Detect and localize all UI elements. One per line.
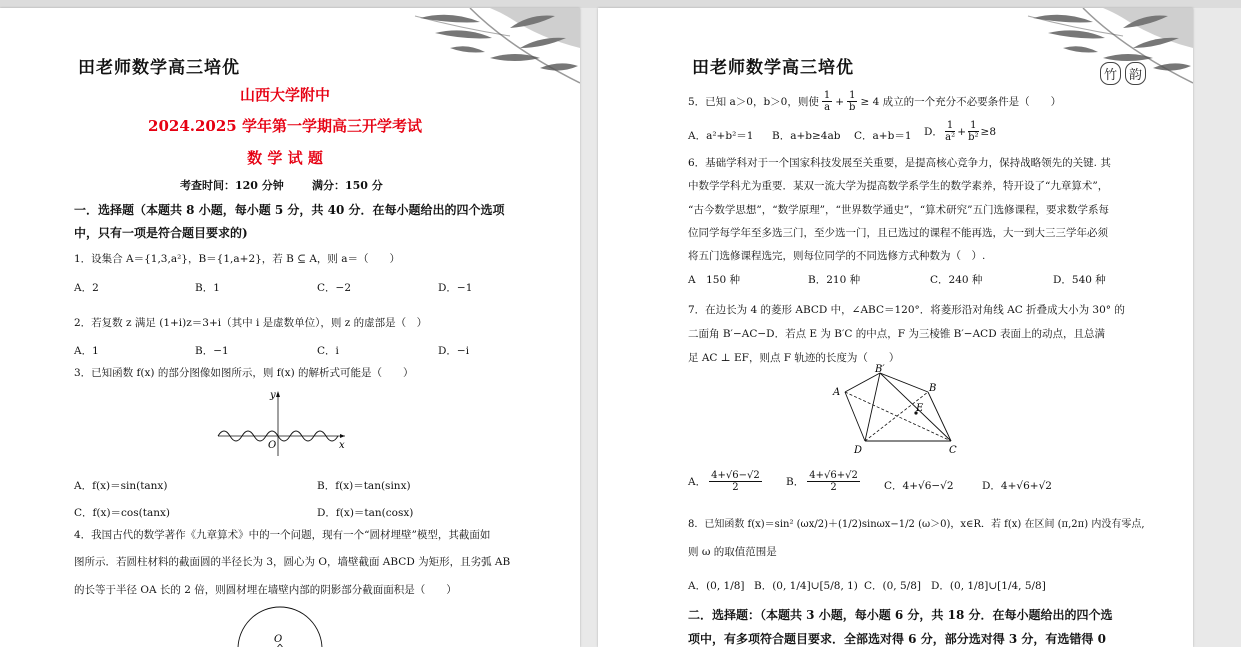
q3-option-d: D．f(x)＝tan(cosx) — [317, 507, 414, 519]
q1-option-a: A．2 — [74, 282, 99, 294]
q6-option-c: C．240 种 — [930, 274, 983, 286]
q7-label-b: B — [929, 383, 937, 394]
q8-option-a: A．(0, 1/8] — [688, 580, 745, 592]
section2-heading-line2: 项中，有多项符合题目要求．全部选对得 6 分，部分选对得 3 分，有选错得 0 — [688, 632, 1106, 646]
brand-title: 田老师数学高三培优 — [78, 58, 240, 78]
q2-option-b: B．−1 — [195, 345, 229, 357]
q7-option-d: D．4+√6+√2 — [982, 480, 1052, 492]
q8-option-d: D．(0, 1/8]∪[1/4, 5/8] — [931, 580, 1046, 592]
q8-line-2: 则 ω 的取值范围是 — [688, 546, 777, 558]
q7-label-e: E — [916, 403, 924, 414]
q3-option-a: A．f(x)＝sin(tanx) — [74, 480, 168, 492]
bamboo-seal — [1100, 62, 1146, 85]
seal-char-1: 竹 — [1100, 62, 1121, 85]
document-page-2 — [598, 8, 1193, 647]
q5-option-a: A．a²+b²＝1 — [688, 130, 754, 142]
q5-option-c: C．a+b＝1 — [854, 130, 912, 142]
bamboo-decoration — [210, 8, 580, 93]
q1-option-d: D．−1 — [438, 282, 473, 294]
q3-option-c: C．f(x)＝cos(tanx) — [74, 507, 170, 519]
q6-line-5: 将五门选修课程选完，则每位同学的不同选修方式种数为（ ）. — [688, 250, 986, 262]
q5-option-d: D． $\frac{1}{\text{a²}}$ + $\frac{1}{\text{b²}}$ ≥8 — [924, 120, 997, 143]
q6-line-1: 6．基础学科对于一个国家科技发展至关重要，是提高核心竞争力，保持战略领先的关键. 其 — [688, 157, 1111, 169]
q7-line-1: 7．在边长为 4 的菱形 ABCD 中，∠ABC＝120°．将菱形沿对角线 AC 折叠成大小为 30° 的 — [688, 304, 1125, 316]
section2-heading-line1: 二．选择题：（本题共 3 小题，每小题 6 分，共 18 分．在每小题给出的四个选 — [688, 608, 1113, 622]
q6-option-a: A 150 种 — [688, 274, 740, 286]
q6-line-4: 位同学每学年至多选三门，至少选一门，且已选过的课程不能再选，大一到大三三学年必须 — [688, 227, 1108, 239]
school-name: 山西大学附中 — [239, 86, 330, 104]
q8-option-b: B．(0, 1/4]∪[5/8, 1) — [754, 580, 858, 592]
q4-line3: 的长等于半径 OA 长的 2 倍，则圆材埋在墙壁内部的阴影部分截面面积是（ ） — [74, 584, 457, 596]
exam-title: 2024.2025 学年第一学期高三开学考试 — [148, 117, 422, 135]
q4-circle-figure — [230, 604, 330, 647]
q1-option-c: C．−2 — [317, 282, 352, 294]
q6-option-b: B．210 种 — [808, 274, 861, 286]
q7-tetrahedron-figure — [828, 363, 968, 458]
section1-heading-line1: 一．选择题（本题共 8 小题，每小题 5 分，共 40 分．在每小题给出的四个选项 — [74, 203, 505, 217]
q6-line-2: 中数学学科尤为重要．某双一流大学为提高数学系学生的数学素养，特开设了“九章算术”， — [688, 180, 1109, 192]
q2-option-c: C．i — [317, 345, 339, 357]
q6-option-d: D．540 种 — [1053, 274, 1106, 286]
q7-line-3: 足 AC ⊥ EF，则点 F 轨迹的长度为（ ） — [688, 352, 900, 364]
q3-y-label: y — [270, 390, 276, 401]
seal-char-2: 韵 — [1125, 62, 1146, 85]
section1-heading-line2: 中，只有一项是符合题目要求的) — [74, 226, 248, 240]
q2-stem: 2．若复数 z 满足 (1+i)z＝3+i（其中 i 是虚数单位），则 z 的虚部是（ ） — [74, 317, 428, 329]
q7-line-2: 二面角 B′−AC−D．若点 E 为 B′C 的中点，F 为三棱锥 B′−ACD 表面上的动点，且总满 — [688, 328, 1105, 340]
q8-line-1: 8．已知函数 f(x)＝sin² (ωx/2)＋(1/2)sinωx−1/2 (ω＞0)，x∈R．若 f(x) 在区间 (π,2π) 内没有零点, — [688, 519, 1145, 530]
q4-line2: 图所示．若圆柱材料的截面圆的半径长为 3，圆心为 O，墙壁截面 ABCD 为矩形，且劣弧 AB — [74, 556, 511, 568]
q2-option-d: D．−i — [438, 345, 470, 357]
q7-label-bprime: B′ — [875, 364, 885, 375]
document-page-1 — [0, 8, 580, 647]
q6-line-3: “古今数学思想”，“数学原理”，“世界数学通史”，“算术研究”五门选修课程，要求数学系每 — [688, 204, 1109, 216]
q3-function-graph — [215, 388, 350, 458]
q4-center-label: O — [274, 634, 283, 645]
q3-x-label: x — [339, 440, 345, 451]
q3-option-b: B．f(x)＝tan(sinx) — [317, 480, 411, 492]
q5-option-b: B．a+b≥4ab — [772, 130, 841, 142]
q7-option-a: A． $\frac{4+√6-√2}{2}$ — [688, 470, 760, 493]
q7-option-c: C．4+√6−√2 — [884, 480, 954, 492]
q4-line1: 4．我国古代的数学著作《九章算术》中的一个问题，现有一个“圆材埋壁”模型，其截面如 — [74, 529, 491, 541]
brand-title: 田老师数学高三培优 — [692, 58, 854, 78]
q3-origin-label: O — [268, 440, 277, 451]
exam-time: 考查时间：120 分钟 — [180, 179, 284, 192]
q7-label-c: C — [949, 445, 957, 456]
q3-stem: 3．已知函数 f(x) 的部分图像如图所示，则 f(x) 的解析式可能是（ ） — [74, 367, 414, 379]
q1-stem: 1．设集合 A＝{1,3,a²}，B＝{1,a+2}，若 B ⊆ A，则 a＝（ ） — [74, 253, 401, 265]
exam-score: 满分：150 分 — [312, 179, 383, 192]
q2-option-a: A．1 — [74, 345, 99, 357]
q1-option-b: B．1 — [195, 282, 220, 294]
q7-label-a: A — [833, 387, 841, 398]
exam-subject: 数 学 试 题 — [247, 149, 323, 167]
q7-option-b: B． $\frac{4+√6+√2}{2}$ — [786, 470, 858, 493]
q8-option-c: C．(0, 5/8] — [864, 580, 921, 592]
q7-label-d: D — [854, 445, 863, 456]
viewer-top-strip — [0, 0, 1241, 8]
q5-stem: 5．已知 a＞0，b＞0，则使 $\frac{1}{a}$ + $\frac{1}{b}$ ≥ 4 成立的一个充分不必要条件是（ ） — [688, 90, 1062, 113]
